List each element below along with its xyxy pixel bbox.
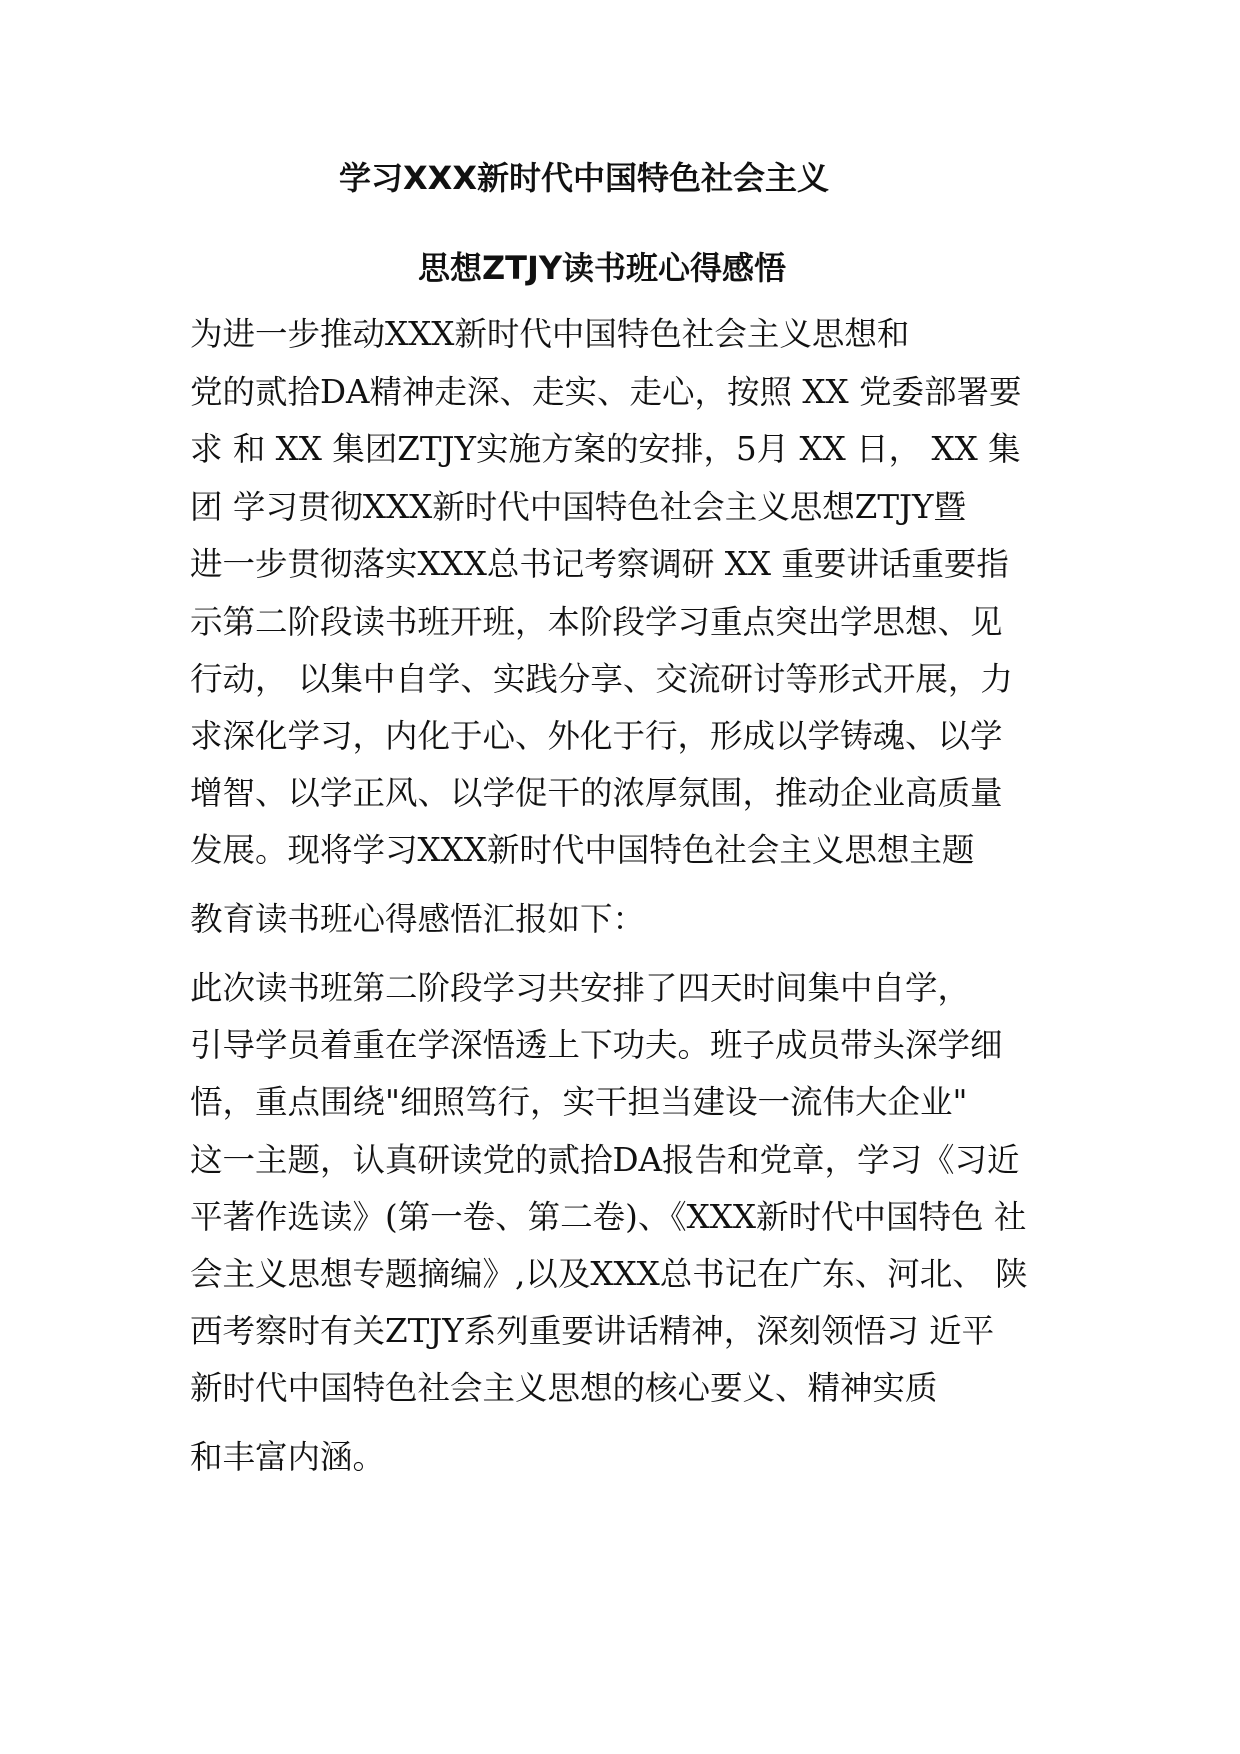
paragraph-line: 西考察时有关ZTJY系列重要讲话精神，深刻领悟习 近平 [190, 1312, 995, 1350]
paragraph-line: 此次读书班第二阶段学习共安排了四天时间集中自学， [190, 969, 971, 1007]
paragraph-line: 新时代中国特色社会主义思想的核心要义、精神实质 [190, 1369, 938, 1407]
paragraph-line: 求 和 XX 集团ZTJY实施方案的安排，5月 XX 日， XX 集 [190, 430, 1021, 468]
paragraph-line: 引导学员着重在学深悟透上下功夫。班子成员带头深学细 [190, 1026, 1003, 1064]
paragraph-line: 增智、以学正风、以学促干的浓厚氛围，推动企业高质量 [190, 774, 1003, 812]
paragraph-line: 进一步贯彻落实XXX总书记考察调研 XX 重要讲话重要指 [190, 545, 1009, 583]
paragraph-line: 会主义思想专题摘编》,以及XXX总书记在广东、河北、 陕 [190, 1255, 1028, 1293]
paragraph-line: 发展。现将学习XXX新时代中国特色社会主义思想主题 [190, 831, 975, 869]
paragraph-line: 党的贰拾DA精神走深、走实、走心，按照 XX 党委部署要 [190, 373, 1022, 411]
paragraph-line: 这一主题，认真研读党的贰拾DA报告和党章，学习《习近 [190, 1141, 1020, 1179]
paragraph-line: 和丰富内涵。 [190, 1438, 386, 1476]
paragraph-line: 示第二阶段读书班开班，本阶段学习重点突出学思想、见 [190, 603, 1003, 641]
paragraph-line: 教育读书班心得感悟汇报如下： [190, 900, 646, 938]
paragraph-line: 平著作选读》(第一卷、第二卷)、《XXX新时代中国特色 社 [190, 1198, 1027, 1236]
paragraph-line: 团 学习贯彻XXX新时代中国特色社会主义思想ZTJY暨 [190, 488, 966, 526]
paragraph-line: 为进一步推动XXX新时代中国特色社会主义思想和 [190, 315, 910, 353]
paragraph-line: 求深化学习，内化于心、外化于行，形成以学铸魂、以学 [190, 717, 1003, 755]
document-title-line-1: 学习XXX新时代中国特色社会主义 [338, 159, 830, 197]
paragraph-line: 行动， 以集中自学、实践分享、交流研讨等形式开展，力 [190, 660, 1013, 698]
document-title-line-2: 思想ZTJY读书班心得感悟 [417, 249, 787, 287]
paragraph-line: 悟，重点围绕"细照笃行，实干担当建设一流伟大企业" [190, 1083, 968, 1121]
